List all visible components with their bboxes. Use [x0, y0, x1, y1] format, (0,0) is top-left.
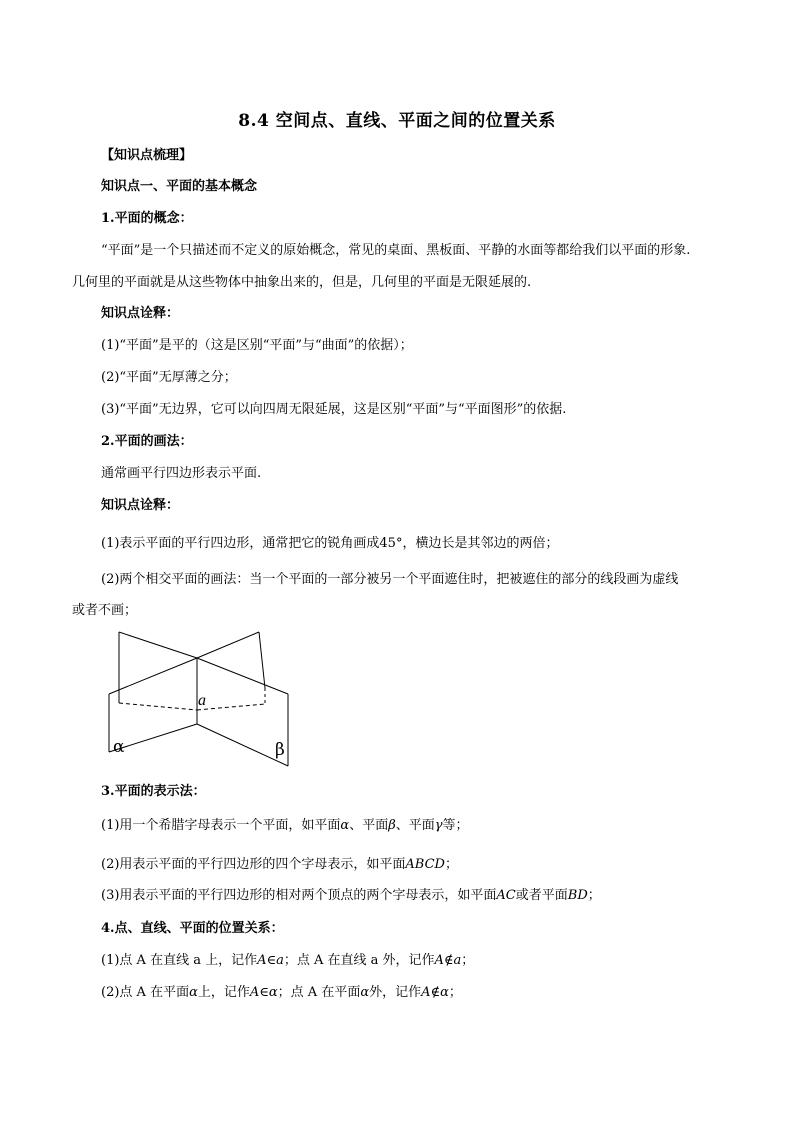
- s3-item3-text: (3)用表示平面的平行四边形的相对两个顶点的两个字母表示，如平面: [101, 888, 497, 903]
- math-beta: β: [388, 818, 396, 833]
- math-gamma: γ: [434, 818, 443, 833]
- label-a: a: [198, 692, 206, 709]
- s4-item1-text: ；点 A 在直线 a 外，记作: [283, 953, 435, 968]
- plane-alpha-edge: [119, 632, 197, 658]
- s1-item2: (2)“平面”无厚薄之分；: [101, 370, 237, 385]
- math-a-notin-line: A∉a: [434, 953, 462, 968]
- s3-item2-text: ；: [444, 857, 458, 872]
- s3-item1-text: 等；: [442, 818, 469, 833]
- math-abcd: ABCD: [405, 857, 445, 872]
- s2-item2-line1: (2)两个相交平面的画法：当一个平面的一部分被另一个平面遮住时，把被遮住的部分的线段画为虚线: [101, 572, 679, 587]
- s4-item1: [101, 952, 474, 970]
- math-ac: AC: [496, 888, 516, 903]
- s3-item3-text: ；: [587, 888, 601, 903]
- math-a-notin-plane: A∉α: [421, 985, 449, 1000]
- s4-item2-text: ；: [448, 985, 462, 1000]
- label-beta: β: [275, 740, 285, 760]
- plane-top-edge: [109, 658, 197, 694]
- s3-item2-text: (2)用表示平面的平行四边形的四个字母表示，如平面: [101, 857, 406, 872]
- s1-para-line2: 几何里的平面就是从这些物体中抽象出来的，但是，几何里的平面是无限延展的.: [72, 275, 532, 290]
- s3-item1-text: 、平面: [395, 818, 435, 833]
- hidden-edge-dashed: [197, 704, 265, 710]
- s2-item2-line2: 或者不画；: [72, 603, 138, 618]
- s4-item2-text: 外，记作: [369, 985, 422, 1000]
- s1-para-line1: “平面”是一个只描述而不定义的原始概念，常见的桌面、黑板面、平静的水面等都给我们以平面的形象.: [101, 243, 691, 258]
- hidden-edge-dashed: [119, 703, 197, 710]
- s1-item1: (1)“平面”是平的（这是区别“平面”与“曲面”的依据）；: [101, 338, 413, 353]
- s3-item3-text: 或者平面: [515, 888, 568, 903]
- intersecting-planes-diagram: [105, 628, 300, 770]
- s4-item1-text: ；: [461, 953, 475, 968]
- s4-item1-text: (1)点 A 在直线 a 上，记作: [101, 953, 258, 968]
- math-a-in-line: A∈a: [257, 953, 284, 968]
- s3-item3: [101, 887, 601, 905]
- plane-beta-edge: [259, 632, 265, 688]
- s3-item2: [101, 856, 458, 874]
- label-alpha: α: [113, 737, 125, 757]
- plane-beta-edge: [197, 632, 259, 658]
- math-alpha: α: [360, 985, 370, 1000]
- s3-item1-text: 、平面: [349, 818, 389, 833]
- s4-heading: 4.点、直线、平面的位置关系：: [101, 921, 284, 936]
- s3-heading: 3.平面的表示法：: [101, 784, 206, 799]
- plane-top-edge: [197, 658, 288, 694]
- section-header: 【知识点梳理】: [101, 148, 193, 163]
- s4-item2-text: ；点 A 在平面: [277, 985, 361, 1000]
- s3-item1: [101, 817, 469, 835]
- math-bd: BD: [567, 888, 588, 903]
- s4-item2: [101, 984, 462, 1002]
- s2-heading: 2.平面的画法：: [101, 434, 193, 449]
- s4-item2-text: 上，记作: [197, 985, 250, 1000]
- math-a-in-plane: A∈α: [249, 985, 278, 1000]
- s1-item3: (3)“平面”无边界，它可以向四周无限延展，这是区别“平面”与“平面图形”的依据.: [101, 402, 567, 417]
- s2-para: 通常画平行四边形表示平面.: [101, 466, 262, 481]
- math-alpha: α: [189, 985, 198, 1000]
- kp1-title: 知识点一、平面的基本概念: [101, 179, 258, 194]
- s2-item1: (1)表示平面的平行四边形，通常把它的锐角画成45°，横边长是其邻边的两倍；: [101, 536, 559, 551]
- s3-item1-text: (1)用一个希腊字母表示一个平面，如平面: [101, 818, 341, 833]
- s4-item2-text: (2)点 A 在平面: [101, 985, 190, 1000]
- s1-heading: 1.平面的概念：: [101, 211, 193, 226]
- math-alpha: α: [340, 818, 350, 833]
- s2-note: 知识点诠释：: [101, 498, 180, 513]
- s1-note: 知识点诠释：: [101, 306, 180, 321]
- page-title: 8.4 空间点、直线、平面之间的位置关系: [238, 111, 556, 131]
